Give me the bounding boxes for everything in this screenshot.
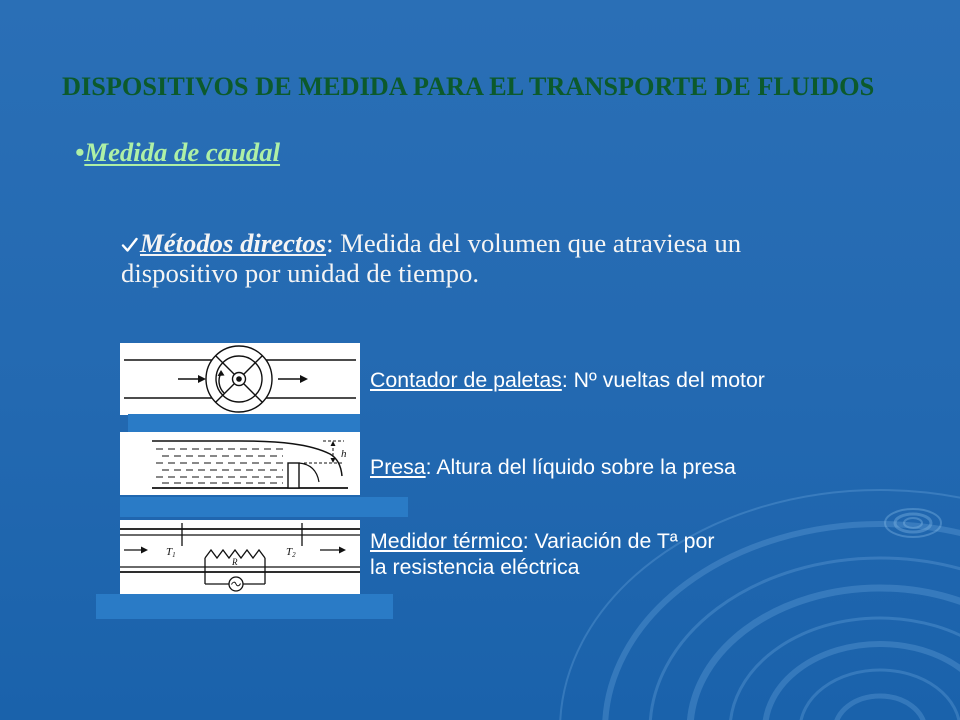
method-item bbox=[121, 228, 741, 288]
caption-bar bbox=[96, 594, 393, 619]
device-description: Altura del líquido sobre la presa bbox=[436, 455, 736, 479]
caption-line-1 bbox=[370, 528, 714, 554]
device-name: Presa bbox=[370, 455, 426, 479]
slide-title: DISPOSITIVOS DE MEDIDA PARA EL TRANSPORTE DE FLUIDOS bbox=[62, 72, 875, 101]
method-line-2: dispositivo por unidad de tiempo. bbox=[121, 258, 480, 288]
t1-label: T1 bbox=[166, 546, 176, 559]
caption-paddle-meter bbox=[370, 367, 765, 393]
caption-weir bbox=[370, 454, 736, 480]
method-term: Métodos directos bbox=[140, 228, 327, 258]
bullet-icon: • bbox=[75, 137, 85, 167]
paddle-meter-figure bbox=[120, 343, 360, 415]
device-name: Contador de paletas bbox=[370, 368, 562, 392]
t2-label: T2 bbox=[286, 546, 296, 559]
caption-thermal-meter bbox=[370, 528, 714, 580]
caption-line-2: la resistencia eléctrica bbox=[370, 555, 580, 579]
resistor-label: R bbox=[232, 557, 238, 567]
device-description: Nº vueltas del motor bbox=[573, 368, 765, 392]
caption-separator: : bbox=[522, 529, 535, 553]
device-name: Medidor térmico bbox=[370, 529, 523, 553]
section-heading-text: Medida de caudal bbox=[84, 137, 281, 167]
caption-bar bbox=[128, 414, 360, 432]
method-line-1 bbox=[121, 228, 741, 258]
section-heading bbox=[75, 136, 280, 168]
device-description: Variación de Tª por bbox=[534, 529, 715, 553]
check-icon bbox=[121, 237, 138, 253]
height-label: h bbox=[341, 448, 347, 460]
caption-separator: : bbox=[425, 455, 437, 479]
weir-figure bbox=[120, 432, 360, 495]
thermal-meter-figure bbox=[120, 520, 360, 594]
caption-separator: : bbox=[561, 368, 574, 392]
caption-bar bbox=[120, 497, 408, 517]
method-description: : Medida del volumen que atraviesa un bbox=[326, 228, 742, 258]
